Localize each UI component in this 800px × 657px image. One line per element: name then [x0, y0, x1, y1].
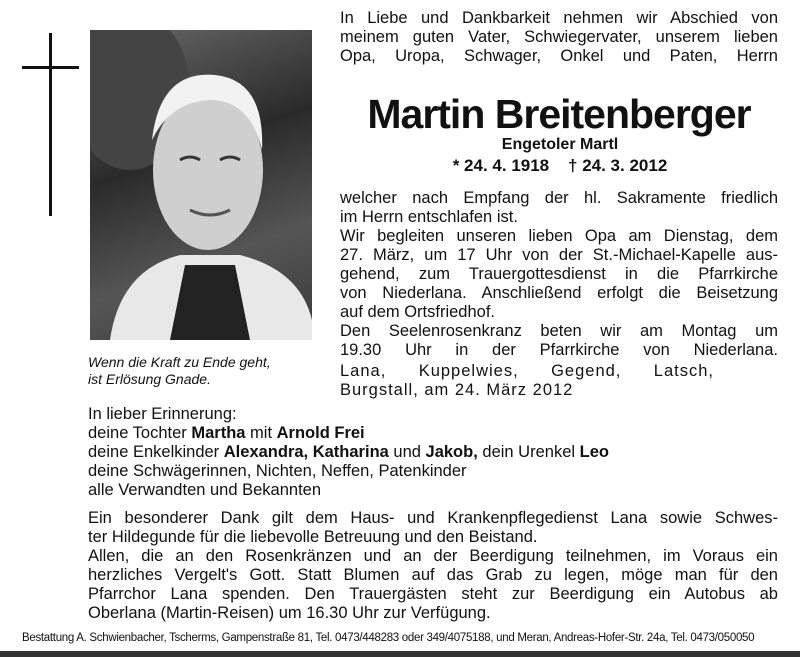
deceased-name: Martin Breitenberger — [367, 91, 751, 137]
text: mit — [245, 424, 277, 442]
funeral-home-footer: Bestattung A. Schwienbacher, Tscherms, Gampenstraße 81, Tel. 0473/448283 oder 349/4075188, und Meran, Andreas-Hofer-Str. 24a, Tel. 0473/050050 — [22, 632, 755, 644]
memory-line: alle Verwandten und Bekannten — [88, 481, 322, 499]
portrait-photo — [90, 30, 312, 340]
body-line: welcher nach Empfang der hl. Sakramente friedlich — [340, 189, 778, 207]
memory-section — [88, 405, 778, 500]
photo-caption — [88, 354, 271, 388]
thanks-line: Oberlana (Martin-Reisen) um 16.30 Uhr zur Verfügung. — [88, 604, 491, 622]
life-dates: * 24. 4. 1918 † 24. 3. 2012 — [452, 156, 668, 175]
name: Alexandra, Katharina — [223, 443, 389, 461]
name: Arnold Frei — [276, 424, 365, 442]
nickname: Engetoler Martl — [501, 136, 619, 153]
intro-line: In Liebe und Dankbarkeit nehmen wir Abschied von — [340, 9, 778, 27]
body-line: gehend, zum Trauergottesdienst in die Pfarrkirche — [340, 265, 778, 283]
name: Jakob, — [425, 443, 478, 461]
place-line: Burgstall, am 24. März 2012 — [340, 381, 574, 399]
text: deine Enkelkinder — [88, 443, 224, 461]
thanks-line: Pfarrchor Lana spenden. Den Trauergästen steht zur Beerdigung ein Autobus ab — [88, 585, 778, 603]
thanks-section — [88, 509, 778, 623]
thanks-line: ter Hildegunde für die liebevolle Betreuung und den Beistand. — [88, 528, 538, 546]
intro-line: Opa, Uropa, Schwager, Onkel und Paten, Herrn — [340, 47, 778, 65]
thanks-line: herzliches Vergelt's Gott. Statt Blumen auf das Grab zu legen, möge man für den — [88, 566, 778, 584]
memory-line: deine Schwägerinnen, Nichten, Neffen, Patenkinder — [88, 462, 467, 480]
name: Leo — [579, 443, 609, 461]
thanks-line: Ein besonderer Dank gilt dem Haus- und Krankenpflegedienst Lana sowie Schwes- — [88, 509, 778, 527]
caption-line: ist Erlösung Gnade. — [88, 371, 211, 387]
name: Martha — [191, 424, 246, 442]
cross-icon — [49, 33, 52, 216]
caption-line: Wenn die Kraft zu Ende geht, — [88, 354, 271, 370]
body-text — [340, 189, 778, 360]
place-line: Lana, Kuppelwies, Gegend, Latsch, — [340, 362, 714, 380]
body-line: auf dem Ortsfriedhof. — [340, 303, 495, 321]
text: dein Urenkel — [477, 443, 580, 461]
cross-icon-bar — [22, 66, 79, 69]
body-line: Wir begleiten unseren lieben Opa am Dienstag, dem — [340, 227, 778, 245]
intro-text — [340, 9, 778, 66]
body-line: Den Seelenrosenkranz beten wir am Montag um — [340, 322, 778, 340]
body-line: im Herrn entschlafen ist. — [340, 208, 518, 226]
body-line: 27. März, um 17 Uhr von der St.-Michael-Kapelle aus- — [340, 246, 778, 264]
intro-line: meinem guten Vater, Schwiegervater, unserem lieben — [340, 28, 778, 46]
text: und — [388, 443, 426, 461]
place-date — [340, 362, 714, 400]
memory-line — [88, 424, 778, 443]
thanks-line: Allen, die an den Rosenkränzen und an der Beerdigung teilnehmen, im Voraus ein — [88, 547, 778, 565]
body-line: von Niederlana. Anschließend erfolgt die Beisetzung — [340, 284, 778, 302]
bottom-border — [0, 651, 800, 657]
text: deine Tochter — [88, 424, 192, 442]
body-line: 19.30 Uhr in der Pfarrkirche von Niederlana. — [340, 341, 778, 359]
memory-line — [88, 443, 778, 462]
memory-heading: In lieber Erinnerung: — [88, 405, 237, 423]
